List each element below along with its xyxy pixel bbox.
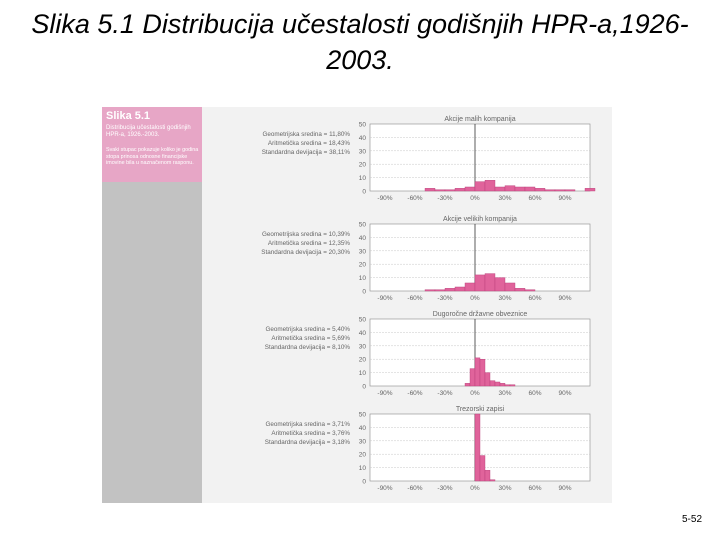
x-tick-label: 90% (558, 195, 572, 202)
histogram-bar (465, 283, 475, 291)
y-tick-label: 50 (358, 411, 366, 419)
histogram-bar (495, 278, 505, 291)
histogram-panel-2 (261, 216, 590, 302)
y-tick-label: 30 (358, 148, 366, 156)
y-tick-label: 30 (358, 343, 366, 351)
histogram-bar (485, 470, 490, 481)
x-tick-label: 60% (528, 195, 542, 202)
histogram-bar (475, 182, 485, 191)
x-tick-label: -30% (437, 195, 453, 202)
histogram-bar (535, 188, 545, 191)
histogram-bar (480, 456, 485, 481)
histogram-bar (480, 359, 485, 386)
histogram-bar (445, 288, 455, 291)
histogram-bar (510, 385, 515, 386)
x-tick-label: -60% (407, 295, 423, 302)
histogram-bar (515, 187, 525, 191)
stat-line: Geometrijska sredina = 5,40% (265, 326, 350, 333)
histogram-panel-3 (265, 311, 590, 397)
y-tick-label: 10 (358, 275, 366, 283)
x-tick-label: -90% (377, 295, 393, 302)
histogram-bar (545, 190, 555, 191)
y-tick-label: 30 (358, 248, 366, 256)
histogram-bar (555, 190, 565, 191)
histogram-bar (485, 274, 495, 291)
stat-line: Geometrijska sredina = 11,80% (262, 131, 350, 138)
histogram-bar (475, 275, 485, 291)
x-tick-label: 60% (528, 390, 542, 397)
histogram-bar (585, 188, 595, 191)
histogram-bar (505, 283, 515, 291)
x-tick-label: -90% (377, 485, 393, 492)
stat-line: Geometrijska sredina = 10,39% (261, 231, 350, 238)
histogram-bar (495, 187, 505, 191)
x-tick-label: 0% (470, 390, 480, 397)
y-tick-label: 0 (362, 383, 366, 391)
histogram-bar (445, 190, 455, 191)
x-tick-label: 30% (498, 390, 512, 397)
histogram-bar (425, 188, 435, 191)
y-tick-label: 10 (358, 465, 366, 473)
histogram-panel-1 (262, 116, 595, 202)
x-tick-label: 90% (558, 390, 572, 397)
stat-line: Geometrijska sredina = 3,71% (265, 421, 350, 428)
y-tick-label: 20 (358, 356, 366, 364)
slide-title: Slika 5.1 Distribucija učestalosti godišnjih HPR-a,1926-2003. (31, 9, 689, 75)
y-tick-label: 0 (362, 478, 366, 486)
histogram-bar (525, 290, 535, 291)
x-tick-label: -60% (407, 390, 423, 397)
histogram-bar (485, 373, 490, 386)
y-tick-label: 50 (358, 316, 366, 324)
histogram-bar (485, 180, 495, 191)
y-tick-label: 50 (358, 121, 366, 129)
histogram-bar (495, 382, 500, 386)
x-tick-label: -60% (407, 485, 423, 492)
y-tick-label: 40 (358, 329, 366, 337)
histogram-bar (505, 385, 510, 386)
histogram-bar (525, 187, 535, 191)
y-tick-label: 0 (362, 288, 366, 296)
x-tick-label: -30% (437, 390, 453, 397)
x-tick-label: 90% (558, 485, 572, 492)
stat-line: Standardna devijacija = 38,11% (261, 149, 350, 156)
chart-title: Dugoročne državne obveznice (432, 311, 528, 318)
histogram-bar (490, 480, 495, 481)
y-tick-label: 20 (358, 161, 366, 169)
histogram-bar (515, 288, 525, 291)
histogram-bar (565, 190, 575, 191)
x-tick-label: -30% (437, 295, 453, 302)
stat-line: Aritmetička sredina = 18,43% (267, 140, 350, 147)
histogram-bar (435, 290, 445, 291)
figure-label: Slika 5.1 (106, 110, 151, 122)
y-tick-label: 40 (358, 234, 366, 242)
x-tick-label: -30% (437, 485, 453, 492)
x-tick-label: 60% (528, 295, 542, 302)
histogram-bar (425, 290, 435, 291)
x-tick-label: -90% (377, 195, 393, 202)
y-tick-label: 40 (358, 424, 366, 432)
x-tick-label: 0% (470, 295, 480, 302)
histogram-bar (465, 383, 470, 386)
chart-title: Trezorski zapisi (455, 406, 505, 413)
histogram-bar (455, 287, 465, 291)
chart-title: Akcije velikih kompanija (443, 216, 517, 223)
page-number: 5-52 (681, 514, 702, 525)
x-tick-label: 0% (470, 195, 480, 202)
y-tick-label: 30 (358, 438, 366, 446)
figure-note: Svaki stupac pokazuje koliko je godina stopa prinosa odnosne financijske imovine bila u naznačenom rasponu. (106, 147, 199, 167)
stat-line: Standardna devijacija = 3,18% (264, 439, 350, 446)
x-tick-label: 60% (528, 485, 542, 492)
stat-line: Aritmetička sredina = 3,76% (271, 430, 350, 437)
histogram-bar (505, 186, 515, 191)
histogram-bar (455, 188, 465, 191)
x-tick-label: 30% (498, 485, 512, 492)
plot-area (370, 124, 590, 191)
y-tick-label: 20 (358, 451, 366, 459)
figure-caption: Distribucija učestalosti godišnjih HPR-a, 1926.-2003. (106, 125, 191, 138)
y-tick-label: 40 (358, 134, 366, 142)
stat-line: Standardna devijacija = 8,10% (264, 344, 350, 351)
y-tick-label: 20 (358, 261, 366, 269)
histogram-bar (490, 381, 495, 386)
x-tick-label: 0% (470, 485, 480, 492)
y-tick-label: 0 (362, 188, 366, 196)
histogram-bar (435, 190, 445, 191)
x-tick-label: -90% (377, 390, 393, 397)
stat-line: Standardna devijacija = 20,30% (261, 249, 350, 256)
stat-line: Aritmetička sredina = 12,35% (267, 240, 350, 247)
histogram-bar (500, 383, 505, 386)
x-tick-label: 30% (498, 195, 512, 202)
histogram-charts (102, 107, 612, 503)
x-tick-label: 30% (498, 295, 512, 302)
histogram-bar (470, 369, 475, 386)
histogram-bar (475, 358, 480, 386)
stat-line: Aritmetička sredina = 5,69% (271, 335, 350, 342)
chart-title: Akcije malih kompanija (444, 116, 516, 123)
histogram-panel-4 (265, 406, 590, 492)
histogram-bar (475, 414, 480, 481)
histogram-bar (465, 187, 475, 191)
y-tick-label: 10 (358, 175, 366, 183)
x-tick-label: 90% (558, 295, 572, 302)
y-tick-label: 10 (358, 370, 366, 378)
y-tick-label: 50 (358, 221, 366, 229)
x-tick-label: -60% (407, 195, 423, 202)
